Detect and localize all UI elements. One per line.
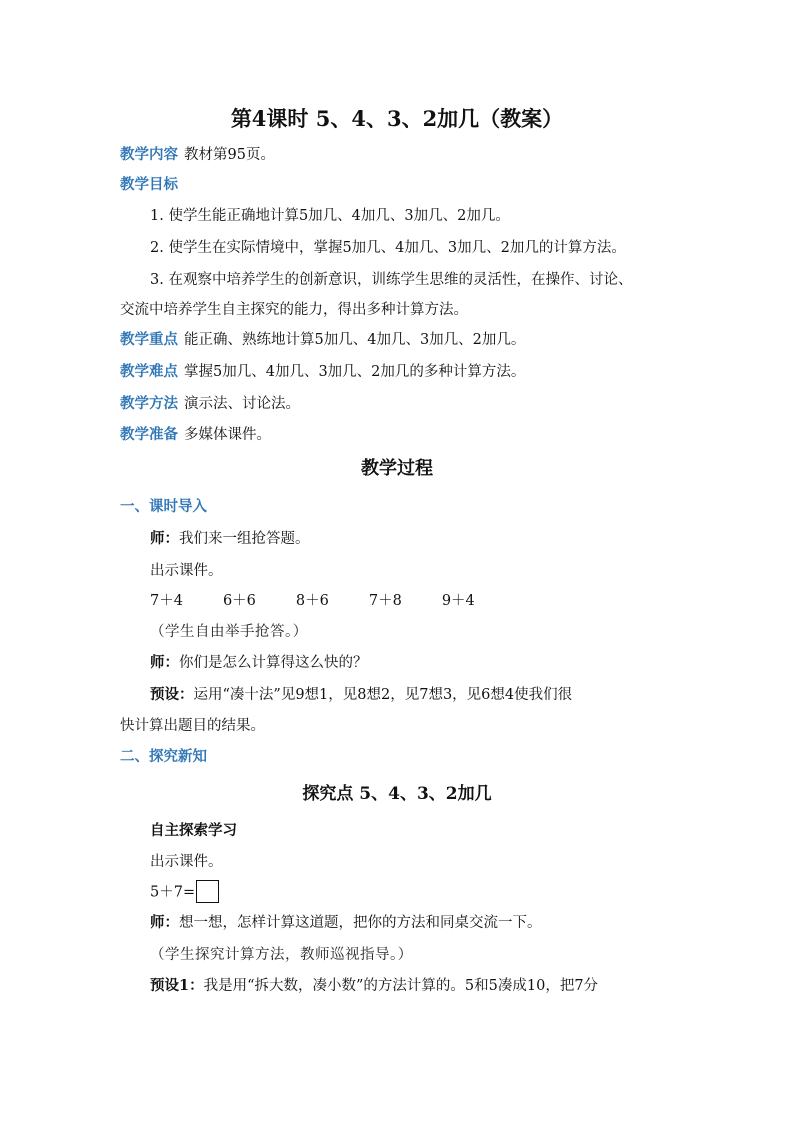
teacher-text: 你们是怎么计算得这么快的？	[179, 655, 368, 671]
teacher-line-3	[150, 913, 542, 933]
method-row	[120, 394, 300, 414]
teaching-goal-heading: 教学目标	[120, 176, 178, 193]
preparation-text: 多媒体课件。	[184, 427, 271, 443]
show-slides-2: 出示课件。	[150, 854, 223, 870]
teacher-text: 我们来一组抢答题。	[179, 531, 310, 547]
teacher-label: 师：	[150, 914, 179, 931]
goal-item-3: 3. 在观察中培养学生的创新意识，训练学生思维的灵活性，在操作、讨论、	[150, 272, 633, 288]
quiz-expression: 9＋4	[441, 593, 475, 609]
key-point-row	[120, 330, 525, 350]
goal-item-3-continued: 交流中培养学生自主探究的能力，得出多种计算方法。	[120, 302, 468, 318]
answer-box	[196, 880, 219, 903]
teaching-content-row	[120, 145, 275, 165]
difficulty-text: 掌握5加几、4加几、3加几、2加几的多种计算方法。	[184, 364, 526, 380]
method-label: 教学方法	[120, 395, 178, 412]
key-point-label: 教学重点	[120, 331, 178, 348]
difficulty-label: 教学难点	[120, 363, 178, 380]
preparation-label: 教学准备	[120, 426, 178, 443]
student-note-1: （学生自由举手抢答。）	[150, 624, 308, 640]
teaching-goal-label	[120, 175, 184, 195]
teacher-line-1	[150, 529, 310, 549]
teacher-text: 想一想，怎样计算这道题，把你的方法和同桌交流一下。	[179, 915, 542, 931]
student-note-2: （学生探究计算方法，教师巡视指导。）	[150, 947, 413, 963]
exploration-point-heading: 探究点 5、4、3、2加几	[302, 784, 492, 804]
difficulty-row	[120, 362, 525, 382]
teacher-line-2	[150, 653, 368, 673]
quiz-expression: 8＋6	[295, 593, 329, 609]
self-study-heading: 自主探索学习	[150, 822, 237, 839]
teacher-label: 师：	[150, 530, 179, 547]
goal-item-1: 1. 使学生能正确地计算5加几、4加几、3加几、2加几。	[150, 208, 510, 224]
show-slides-1: 出示课件。	[150, 563, 223, 579]
preset-line-continued: 快计算出题目的结果。	[120, 718, 265, 734]
preset-1-line	[150, 976, 598, 996]
section-2-title: 二、探究新知	[120, 748, 207, 765]
teaching-content-text: 教材第95页。	[184, 147, 275, 163]
preset-label: 预设：	[150, 686, 194, 703]
preset-text: 运用“凑十法”见9想1，见8想2，见7想3，见6想4使我们很	[193, 687, 573, 703]
process-heading: 教学过程	[361, 458, 433, 479]
quiz-expression: 7＋4	[150, 593, 183, 609]
teaching-content-label: 教学内容	[120, 146, 178, 163]
key-point-text: 能正确、熟练地计算5加几、4加几、3加几、2加几。	[184, 332, 526, 348]
goal-item-2: 2. 使学生在实际情境中，掌握5加几、4加几、3加几、2加几的计算方法。	[150, 240, 626, 256]
quiz-expression: 7＋8	[368, 593, 402, 609]
section-1-title: 一、课时导入	[120, 498, 207, 515]
preset-1-label: 预设1：	[150, 977, 204, 994]
equation-text: 5＋7=	[150, 884, 196, 901]
quiz-expressions	[150, 591, 515, 611]
equation-row	[150, 881, 219, 904]
teacher-label: 师：	[150, 654, 179, 671]
document-title: 第4课时 5、4、3、2加几（教案）	[230, 106, 564, 131]
quiz-expression: 6＋6	[222, 593, 256, 609]
preparation-row	[120, 425, 271, 445]
preset-line	[150, 685, 572, 705]
preset-1-text: 我是用“拆大数，凑小数”的方法计算的。5和5凑成10，把7分	[203, 978, 599, 994]
method-text: 演示法、讨论法。	[184, 396, 300, 412]
